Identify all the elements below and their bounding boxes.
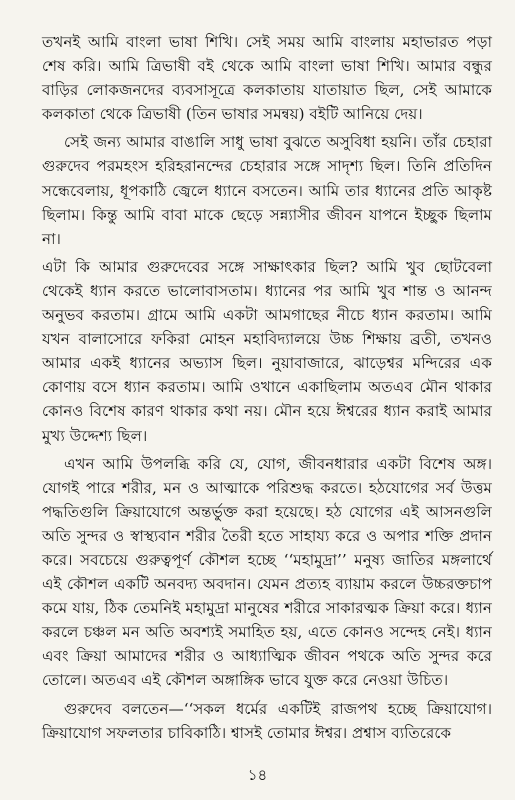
paragraph-5: গুরুদেব বলতেন—‘‘সকল ধর্মের একটিই রাজপথ হচ্ছে ক্রিয়াযোগ। ক্রিয়াযোগ সফলতার চাবিকাঠি। শ্বাসই তোমার ঈশ্বর। প্রশ্বাস ব্যতিরেকে — [42, 699, 492, 742]
page-number: ১৪ — [247, 766, 268, 784]
paragraph-1: তখনই আমি বাংলা ভাষা শিখি। সেই সময় আমি বাংলায় মহাভারত পড়া শেষ করি। আমি ত্রিভাষী বই থেকে আমি বাংলা ভাষা শিখি। আমার বন্ধুর বাড়ির লোকজনদের ব্যবসাসূত্রে কলকাতায় যাতায়াত ছিল, সেই আমাকে কলকাতা থেকে ত্রিভাষী (তিন ভাষার সমন্বয়) বইটি আনিয়ে দেয়। — [42, 33, 492, 124]
paragraph-2: সেই জন্য আমার বাঙালি সাধু ভাষা বুঝতে অসুবিধা হয়নি। তাঁর চেহারা গুরুদেব পরমহংস হরিহরানন্দের চেহারার সঙ্গে সাদৃশ্য ছিল। তিনি প্রতিদিন সন্ধেবেলায়, ধূপকাঠি জ্বেলে ধ্যানে বসতেন। আমি তার ধ্যানের প্রতি আকৃষ্ট ছিলাম। কিন্তু আমি বাবা মাকে ছেড়ে সন্ন্যাসীর জীবন যাপনে ইচ্ছুক ছিলাম না। — [42, 133, 492, 248]
paragraph-3: এটা কি আমার গুরুদেবের সঙ্গে সাক্ষাৎকার ছিল? আমি খুব ছোটবেলা থেকেই ধ্যান করতে ভালোবাসতাম। ধ্যানের পর আমি খুব শান্ত ও আনন্দ অনুভব করতাম। গ্রামে আমি একটা আমগাছের নীচে ধ্যান করতাম। আমি যখন বালাসোরে ফকিরা মোহন মহাবিদ্যালয়ে উচ্চ শিক্ষায় ব্রতী, তখনও আমার একই ধ্যানের অভ্যাস ছিল। নুয়াবাজারে, ঝাড়েশ্বর মন্দিরের এক কোণায় বসে ধ্যান করতাম। আমি ওখানে একাছিলাম অতএব মৌন থাকার কোনও বিশেষ কারণ থাকার কথা নয়। মৌন হয়ে ঈশ্বরের ধ্যান করাই আমার মুখ্য উদ্দেশ্য ছিল। — [42, 257, 492, 445]
paragraph-4: এখন আমি উপলব্ধি করি যে, যোগ, জীবনধারার একটা বিশেষ অঙ্গ। যোগই পারে শরীর, মন ও আত্মাকে পরিশুদ্ধ করতে। হঠযোগের সর্ব উত্তম পদ্ধতিগুলি ক্রিয়াযোগে অন্তর্ভুক্ত করা হয়েছে। হঠ যোগের এই আসনগুলি অতি সুন্দর ও স্বাস্থ্যবান শরীর তৈরী হতে সাহায্য করে ও অপার শক্তি প্রদান করে। সবচেয়ে গুরুত্বপূর্ণ কৌশল হচ্ছে ‘‘মহামুদ্রা’’ মনুষ্য জাতির মঙ্গলার্থে এই কৌশল একটি অনবদ্য অবদান। যেমন প্রত্যহ ব্যায়াম করলে উচ্চরক্তচাপ কমে যায়, ঠিক তেমনিই মহামুদ্রা মানুষের শরীরে সাকারত্মক ক্রিয়া করে। ধ্যান করলে চঞ্চল মন অতি অবশ্যই সমাহিত হয়, এতে কোনও সন্দেহ নেই। ধ্যান এবং ক্রিয়া আমাদের শরীর ও আধ্যাত্মিক জীবন পথকে অতি সুন্দর করে তোলে। অতএব এই কৌশল অঙ্গাঙ্গিক ভাবে যুক্ত করে নেওয়া উচিত। — [42, 454, 492, 690]
body-text — [42, 30, 492, 749]
